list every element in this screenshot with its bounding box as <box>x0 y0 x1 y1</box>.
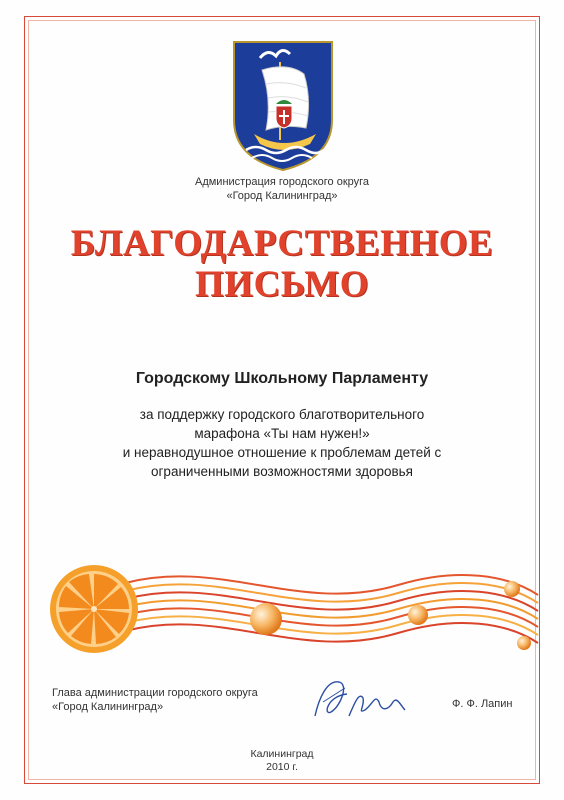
document-title-line-2: ПИСЬМО <box>195 264 369 305</box>
handwritten-signature-icon <box>305 672 415 727</box>
issuer-line-2: «Город Калининград» <box>226 190 338 202</box>
orange-decoration-icon <box>38 545 540 675</box>
body-line-2: марафона «Ты нам нужен!» <box>194 426 370 441</box>
signer-position-line-1: Глава администрации городского округа <box>52 687 258 699</box>
body-line-1: за поддержку городского благотворительного <box>139 407 425 422</box>
letter-body <box>60 405 504 481</box>
issuer-line-1: Администрация городского округа <box>194 176 370 188</box>
body-line-4: ограниченными возможностями здоровья <box>151 464 413 479</box>
signer-name: Ф. Ф. Лапин <box>452 698 513 710</box>
coat-of-arms-icon <box>232 40 334 172</box>
year: 2010 г. <box>266 761 298 773</box>
city: Калининград <box>250 748 314 760</box>
place-and-date <box>0 748 564 774</box>
recipient: Городскому Школьному Парламенту <box>135 370 429 387</box>
signer-position <box>52 686 258 714</box>
signer-position-line-2: «Город Калининград» <box>52 701 164 713</box>
document-title-line-1: БЛАГОДАРСТВЕННОЕ <box>70 223 494 264</box>
body-line-3: и неравнодушное отношение к проблемам детей с <box>122 445 442 460</box>
